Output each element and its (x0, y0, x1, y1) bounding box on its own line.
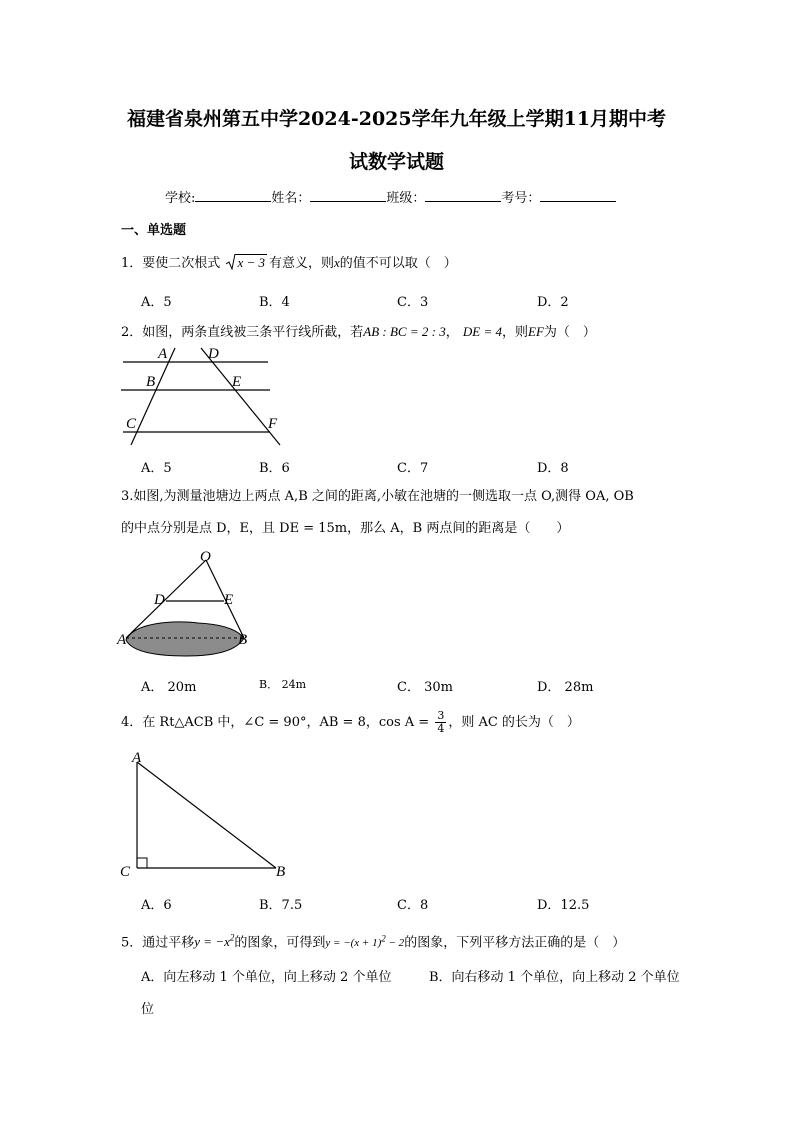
label-a: A (158, 346, 168, 362)
q1-var: x (334, 255, 340, 270)
q3-option-d[interactable]: D． 28m (537, 680, 594, 695)
number-label: 考号： (501, 191, 541, 206)
q5-formula-1 (194, 934, 234, 949)
number-blank[interactable] (540, 189, 616, 202)
label-d: D (154, 592, 165, 608)
q2-ratio: AB : BC = 2 : 3 (363, 324, 446, 339)
q5-f2-base: y = −(x + 1) (325, 937, 382, 950)
label-b: B (238, 632, 248, 648)
label-c: C (126, 416, 137, 432)
school-blank[interactable] (195, 189, 271, 202)
q2-option-b[interactable]: B．6 (259, 461, 290, 476)
q2-sep: ， (445, 325, 459, 340)
label-d: D (208, 346, 219, 362)
q2-target: EF (528, 324, 544, 339)
q1-option-d[interactable]: D．2 (537, 295, 569, 310)
q3-pond-figure (116, 548, 256, 660)
q4-text-post: ，则 AC 的长为（ ） (448, 715, 580, 730)
q2-option-d[interactable]: D．8 (537, 461, 569, 476)
q1-text-post: 的值不可以取（ ） (339, 256, 457, 271)
student-info-row (165, 187, 616, 206)
q5-f1-exp: 2 (229, 933, 235, 943)
q5-text-post: 的图象，下列平移方法正确的是（ ） (404, 935, 626, 951)
q4-frac-num: 3 (437, 709, 445, 722)
label-a: A (117, 632, 127, 648)
q5-text-pre: 5．通过平移 (121, 935, 195, 951)
q2-text-a: 2．如图，两条直线被三条平行线所截，若 (121, 325, 364, 340)
q5-f2-exp: 2 (381, 933, 386, 944)
label-e: E (224, 592, 234, 608)
q4-option-b[interactable]: B．7.5 (259, 898, 303, 913)
q3-option-b[interactable]: B． 24m (259, 678, 307, 691)
question-2 (121, 322, 596, 343)
q1-option-a[interactable]: A．5 (141, 295, 172, 310)
label-e: E (232, 374, 242, 390)
q3-line2: 的中点分别是点 D，E，且 DE = 15m，那么 A，B 两点间的距离是（ ） (121, 521, 570, 536)
label-c: C (120, 864, 131, 880)
q4-option-d[interactable]: D．12.5 (537, 898, 590, 913)
q5-text-mid: 的图象，可得到 (234, 935, 326, 951)
q5-formula-2 (325, 933, 405, 950)
pond-shape (126, 622, 244, 656)
q1-number: 1． (121, 256, 143, 271)
question-4 (121, 708, 580, 738)
q1-option-b[interactable]: B．4 (259, 295, 290, 310)
q4-option-c[interactable]: C．8 (397, 898, 429, 913)
side-ab (137, 762, 276, 868)
q4-text-pre: 4．在 Rt△ACB 中，∠C = 90°，AB = 8，cos A = (121, 715, 430, 730)
q2-parallel-lines-figure (118, 342, 288, 448)
question-1 (121, 253, 457, 274)
q4-option-a[interactable]: A．6 (141, 898, 172, 913)
section-header: 一、单选题 (121, 223, 187, 238)
q5-option-b-wrap: 位 (141, 1002, 155, 1017)
class-blank[interactable] (425, 189, 501, 202)
q1-radicand: x − 3 (237, 255, 265, 270)
label-b: B (276, 864, 286, 880)
class-label: 班级： (386, 191, 426, 206)
name-blank[interactable] (310, 189, 386, 202)
q5-f1-base: y = −x (194, 934, 230, 950)
q4-right-triangle-figure (118, 748, 293, 880)
q3-option-c[interactable]: C． 30m (397, 680, 453, 695)
q2-option-a[interactable]: A．5 (141, 461, 172, 476)
q4-fraction (435, 710, 446, 735)
q5-option-b[interactable]: B．向右移动 1 个单位，向上移动 2 个单位 (429, 970, 680, 985)
q2-text-b: ，则 (501, 325, 528, 340)
label-b: B (146, 374, 156, 390)
q3-line1: 3.如图,为测量池塘边上两点 A,B 之间的距离,小敏在池塘的一侧选取一点 O,测得 OA, OB (121, 489, 634, 504)
radical-sign-icon (226, 254, 236, 270)
question-5 (121, 928, 625, 953)
q3-option-a[interactable]: A． 20m (141, 680, 197, 695)
label-a: A (132, 750, 142, 766)
label-o: O (200, 549, 211, 565)
name-label: 姓名： (271, 191, 311, 206)
page-title-line2: 试数学试题 (348, 151, 444, 173)
label-f: F (268, 416, 278, 432)
q5-f2-tail: − 2 (385, 937, 405, 950)
q2-given: DE = 4 (462, 324, 502, 339)
q1-text-mid: 有意义，则 (268, 256, 334, 271)
school-label: 学校: (165, 191, 196, 206)
q2-text-c: 为（ ） (543, 325, 596, 340)
right-angle-mark (137, 858, 147, 868)
q1-radical (226, 253, 267, 274)
q2-option-c[interactable]: C．7 (397, 461, 429, 476)
page-title-line1: 福建省泉州第五中学2024-2025学年九年级上学期11月期中考 (126, 108, 667, 130)
q1-option-c[interactable]: C．3 (397, 295, 429, 310)
q1-text-pre: 要使二次根式 (142, 256, 221, 271)
q4-frac-den: 4 (437, 722, 445, 735)
q5-option-a[interactable]: A．向左移动 1 个单位，向上移动 2 个单位 (141, 970, 392, 985)
